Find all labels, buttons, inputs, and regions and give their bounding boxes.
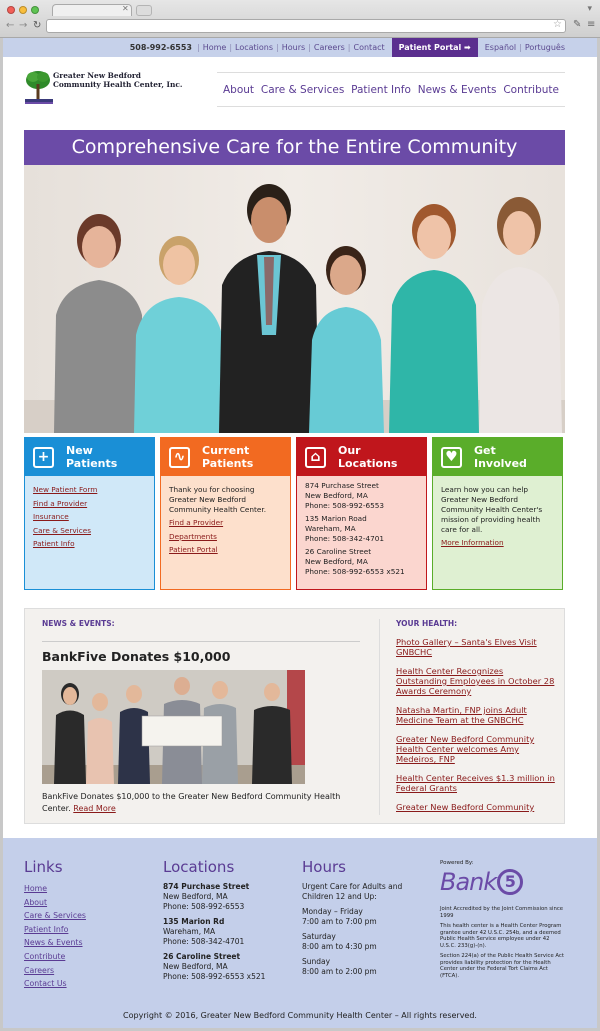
link-insurance[interactable]: Insurance [33,512,69,521]
bankfive-logo[interactable]: Bank 5 [440,868,565,896]
hero-staff-photo [24,165,565,433]
top-link-careers[interactable]: Careers [313,43,345,52]
footer-hours-title: Hours [302,858,346,876]
current-patients-intro: Thank you for choosing Greater New Bedford Community Health Center. [169,485,267,514]
footer-link-contact-us[interactable]: Contact Us [24,979,67,989]
our-locations-box [296,437,427,590]
current-patients-box [160,437,291,590]
link-care-services[interactable]: Care & Services [33,525,91,535]
location-3: 26 Caroline Street New Bedford, MA Phone: 508-992-6553 x521 [305,547,405,576]
location-2: 135 Marion Road Wareham, MA Phone: 508-342-4701 [305,514,385,543]
close-tab-icon[interactable]: ✕ [122,4,129,13]
location-1: 874 Purchase Street New Bedford, MA Phone: 508-992-6553 [305,481,385,510]
new-tab-button[interactable] [136,5,152,16]
new-patients-title-2: Patients [66,457,118,470]
news-caption: BankFive Donates $10,000 to the Greater New Bedford Community Health Center. Read More [42,792,341,813]
close-window-button[interactable] [7,6,15,14]
your-health-list [396,619,556,821]
link-find-provider[interactable]: Find a Provider [33,498,88,508]
footer-link-news-events[interactable]: News & Events [24,938,83,948]
footer-link-contribute[interactable]: Contribute [24,951,66,961]
forward-arrow-icon[interactable]: → [19,20,28,31]
involved-title-2: Involved [474,457,527,470]
footer-hours: Hours Urgent Care for Adults and Children 12 and Up: Monday – Friday 7:00 am to 7:00 pm Saturday 8:00 am to 4:30 pm Sunday 8:00 am to 2:00 pm [302,858,417,977]
browser-chrome [0,0,600,38]
nav-patient-info[interactable]: Patient Info [351,83,411,96]
news-heading: NEWS & EVENTS: [42,619,115,628]
web-page [3,38,597,1028]
your-health-item[interactable]: Health Center Receives $1.3 million in Federal Grants [396,773,555,793]
link-patient-info[interactable]: Patient Info [33,539,75,548]
wrench-icon[interactable]: ✎ [573,19,582,30]
header-phone: 508-992-6553 [129,43,192,52]
read-more-link[interactable]: Read More [73,804,116,813]
footer-link-care-services[interactable]: Care & Services [24,911,86,921]
top-link-hours[interactable]: Hours [281,43,306,52]
locations-title-2: Locations [338,457,398,470]
logo-line-2: Community Health Center, Inc. [53,80,183,89]
involved-title-1: Get [474,444,496,457]
link-departments[interactable]: Departments [169,531,217,541]
browser-tab[interactable] [52,4,132,16]
hero-banner-title: Comprehensive Care for the Entire Community [24,130,565,165]
get-involved-intro: Learn how you can help Greater New Bedford Community Health Center's mission of providing health care for all. [441,485,543,534]
new-patients-title-1: New [66,444,93,457]
main-navigation [217,72,565,107]
window-controls [7,6,39,14]
bookmark-star-icon[interactable]: ☆ [553,19,562,30]
tree-logo-icon [25,68,53,108]
footer-link-about[interactable]: About [24,897,48,907]
copyright: Copyright © 2016, Greater New Bedford Community Health Center – All rights reserved. [123,1011,477,1020]
news-photo[interactable] [42,670,305,784]
current-patients-title-2: Patients [202,457,254,470]
footer-links [24,858,86,991]
address-bar[interactable] [46,19,566,33]
user-icon[interactable]: ▾ [587,4,592,14]
nav-care-services[interactable]: Care & Services [260,83,345,96]
your-health-item[interactable]: Health Center Recognizes Outstanding Employees in October 28 Awards Ceremony [396,666,555,696]
top-link-locations[interactable]: Locations [235,43,274,52]
footer-link-patient-info[interactable]: Patient Info [24,924,69,934]
link-find-provider-current[interactable]: Find a Provider [169,518,224,527]
top-link-home[interactable]: Home [202,43,227,52]
reload-icon[interactable]: ↻ [33,20,42,31]
footer-links-title: Links [24,858,63,876]
footer-link-careers[interactable]: Careers [24,965,55,975]
new-patients-box [24,437,155,590]
minimize-window-button[interactable] [19,6,27,14]
patient-portal-button[interactable]: Patient Portal ➡ [392,38,478,57]
news-title[interactable]: BankFive Donates $10,000 [42,649,231,664]
top-link-contact[interactable]: Contact [353,43,385,52]
heart-plus-icon: ♥ [441,447,462,468]
link-new-patient-form[interactable]: New Patient Form [33,485,98,494]
your-health-item[interactable]: Natasha Martin, FNP joins Adult Medicine Team at the GNBCHC [396,705,527,725]
house-plus-icon: ⌂ [305,447,326,468]
your-health-item[interactable]: Greater New Bedford Community Health Center welcomes Amy Medeiros, FNP [396,734,535,764]
footer-link-home[interactable]: Home [24,884,48,893]
menu-icon[interactable]: ≡ [587,19,596,30]
site-footer [3,838,597,1028]
utility-bar: 508-992-6553 | Home | Locations | Hours | Careers | Contact Patient Portal ➡ Español | Português [3,38,597,57]
your-health-heading: YOUR HEALTH: [396,619,458,628]
heartbeat-icon: ∿ [169,447,190,468]
current-patients-title-1: Current [202,444,250,457]
language-portugues[interactable]: Português [524,43,565,52]
logo-line-1: Greater New Bedford [53,71,141,80]
nav-about[interactable]: About [223,83,255,96]
your-health-item[interactable]: Photo Gallery – Santa's Elves Visit GNBCHC [396,637,537,657]
nav-contribute[interactable]: Contribute [503,83,559,96]
footer-locations: Locations 874 Purchase Street New Bedford, MA Phone: 508-992-6553 135 Marion Rd Wareham, MA Phone: 508-342-4701 26 Caroline Street New Bedford, MA Phone: 508-992-6553 x521 [163,858,266,981]
news-section [24,608,565,824]
link-more-information[interactable]: More Information [441,538,504,547]
site-logo[interactable] [25,68,195,108]
footer-sponsor: Powered By: Bank 5 Joint Accredited by the Joint Commission since 1999 This health center is a Health Center Program grantee under 42 U.S.C. 254b, and a deemed Public Health Service employee under 42 U.S.C. 233(g)-(n). Section 224(a) of the Public Health Service Act provides liability protection for the Health Center under the Federal Tort Claims Act (FTCA). [440,860,564,979]
link-patient-portal[interactable]: Patient Portal [169,545,218,554]
your-health-item[interactable]: Greater New Bedford Community [396,802,535,812]
locations-title-1: Our [338,444,361,457]
clipboard-plus-icon: + [33,447,54,468]
language-espanol[interactable]: Español [484,43,517,52]
zoom-window-button[interactable] [31,6,39,14]
get-involved-box [432,437,563,590]
footer-locations-title: Locations [163,858,235,876]
back-arrow-icon[interactable]: ← [6,20,15,31]
nav-news-events[interactable]: News & Events [417,83,497,96]
